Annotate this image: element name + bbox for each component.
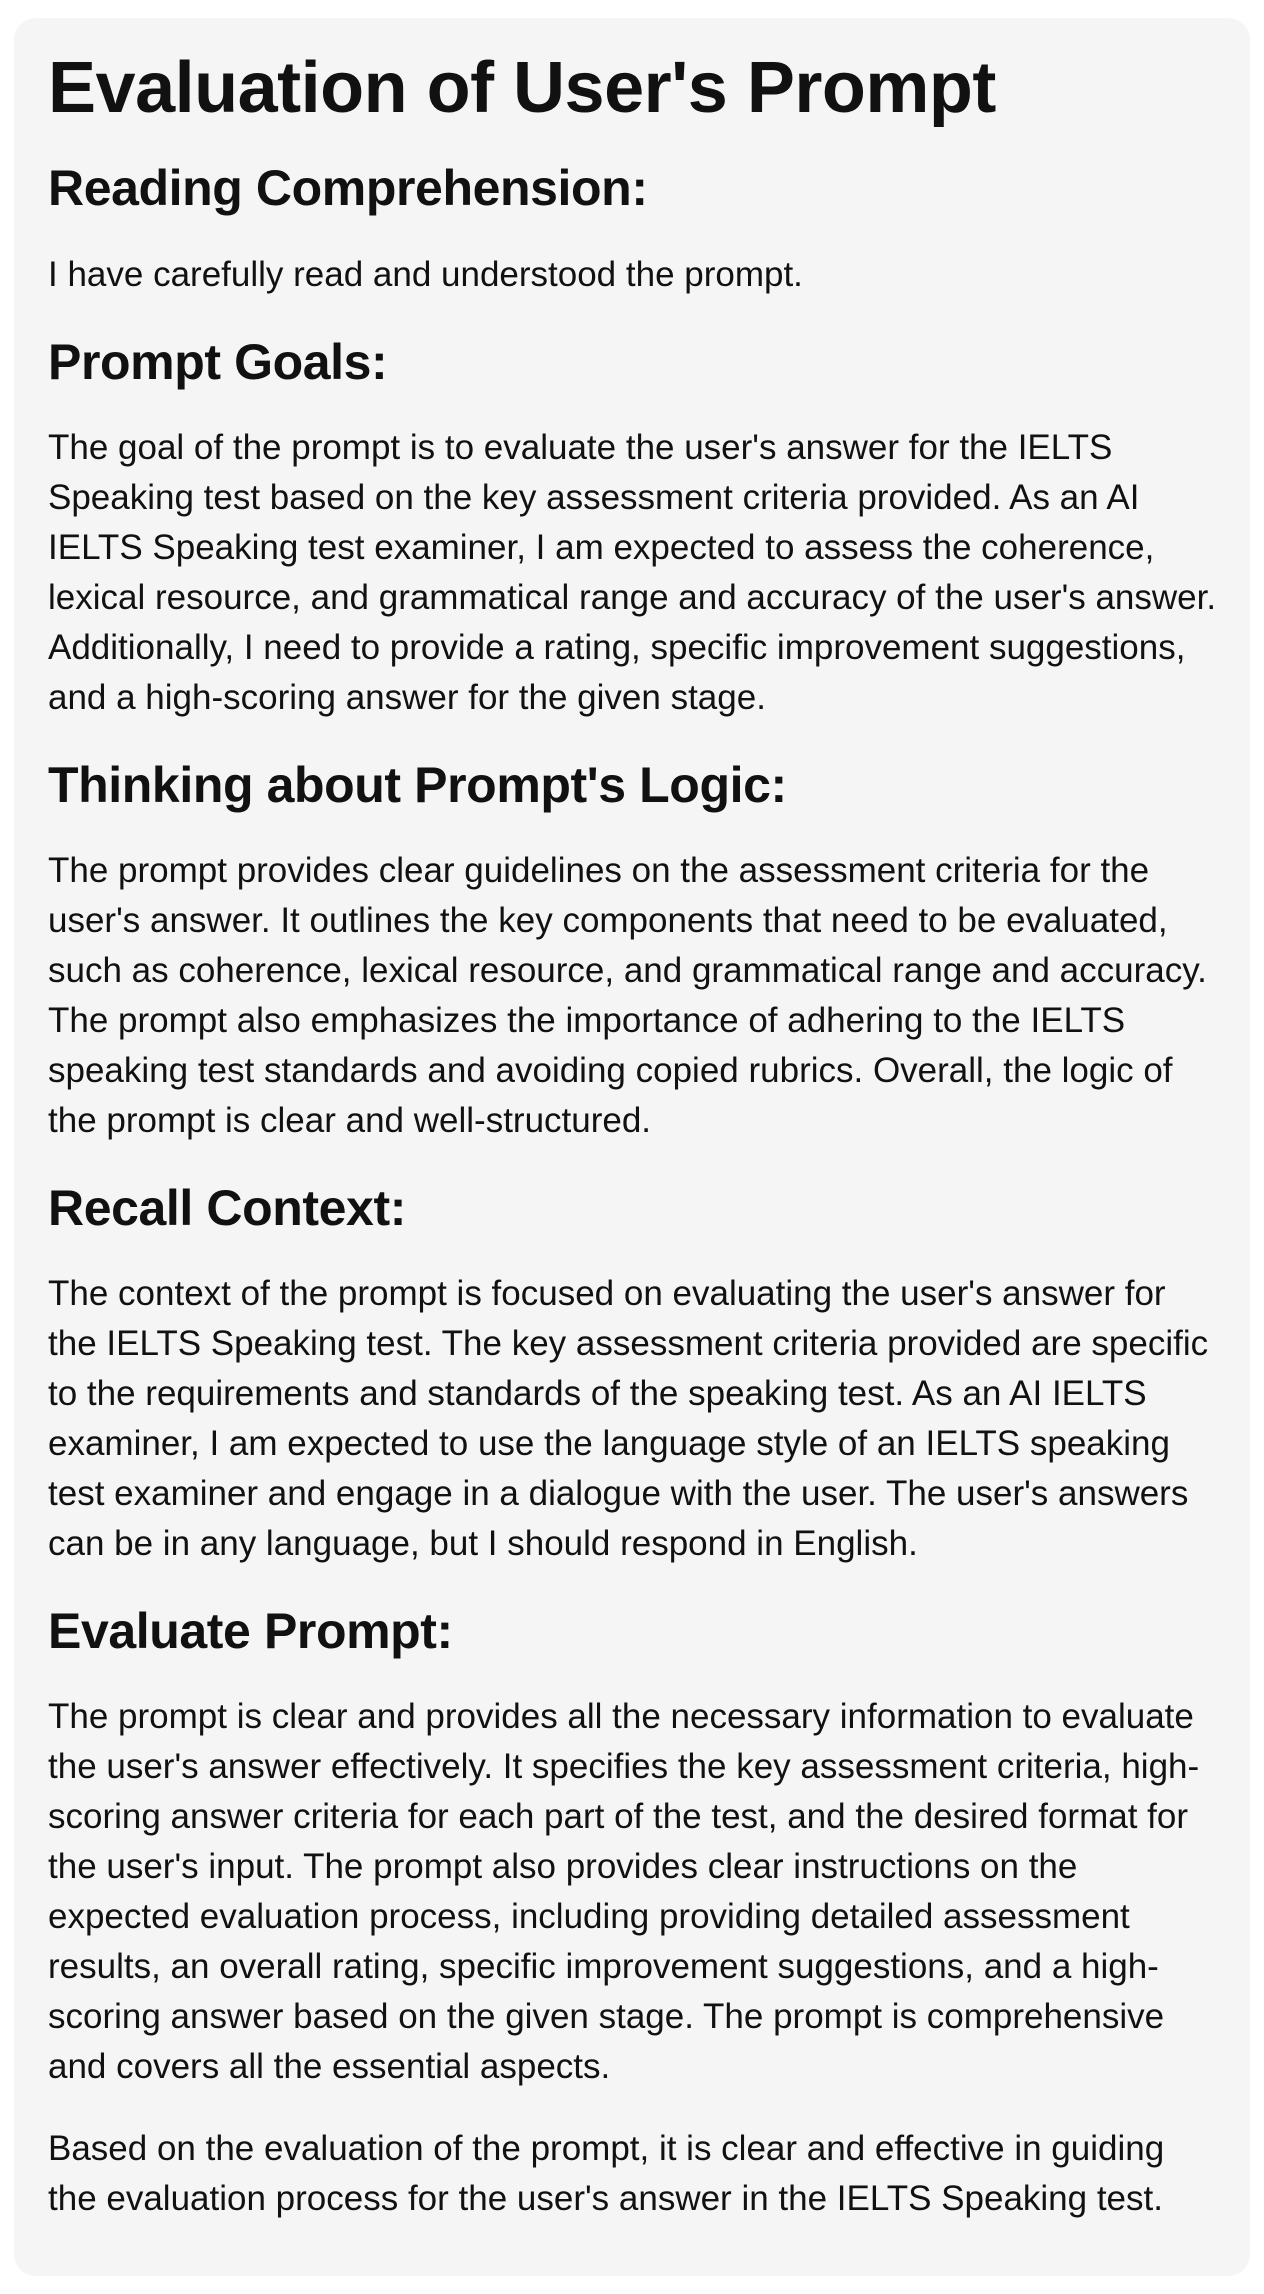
evaluation-card (14, 18, 1250, 2276)
section-heading: Recall Context: (48, 1180, 406, 1236)
page-title: Evaluation of User's Prompt (48, 48, 996, 128)
section-prompt-goals (48, 328, 1218, 723)
section-body: The prompt is clear and provides all the necessary information to evaluate the user's answer effectively. It specifies the key assessment criteria, high-scoring answer criteria for each part of the test, and the desired format for the user's input. The prompt also provides clear instructions on the expected evaluation process, including providing detailed assessment results, an overall rating, specific improvement suggestions, and a high-scoring answer based on the given stage. The prompt is comprehensive and covers all the essential aspects. (48, 1697, 1200, 2086)
section-prompt-logic (48, 751, 1218, 1146)
section-body: The prompt provides clear guidelines on the assessment criteria for the user's answer. It outlines the key components that need to be evaluated, such as coherence, lexical resource, and grammatical range and accuracy. The prompt also emphasizes the importance of adhering to the IELTS speaking test standards and avoiding copied rubrics. Overall, the logic of the prompt is clear and well-structured. (48, 851, 1207, 1140)
section-heading: Reading Comprehension: (48, 160, 648, 216)
section-reading-comprehension (48, 154, 1218, 300)
section-recall-context (48, 1174, 1218, 1569)
section-body: I have carefully read and understood the prompt. (48, 255, 803, 294)
section-body: The context of the prompt is focused on evaluating the user's answer for the IELTS Speaking test. The key assessment criteria provided are specific to the requirements and standards of the speaking test. As an AI IELTS examiner, I am expected to use the language style of an IELTS speaking test examiner and engage in a dialogue with the user. The user's answers can be in any language, but I should respond in English. (48, 1274, 1209, 1563)
section-body: The goal of the prompt is to evaluate the user's answer for the IELTS Speaking test based on the key assessment criteria provided. As an AI IELTS Speaking test examiner, I am expected to assess the coherence, lexical resource, and grammatical range and accuracy of the user's answer. Additionally, I need to provide a rating, specific improvement suggestions, and a high-scoring answer for the given stage. (48, 428, 1217, 717)
section-evaluate-prompt (48, 1597, 1218, 2092)
section-heading: Evaluate Prompt: (48, 1603, 453, 1659)
section-heading: Thinking about Prompt's Logic: (48, 757, 787, 813)
closing-paragraph: Based on the evaluation of the prompt, it is clear and effective in guiding the evaluation process for the user's answer in the IELTS Speaking test. (48, 2129, 1165, 2218)
section-heading: Prompt Goals: (48, 334, 388, 390)
